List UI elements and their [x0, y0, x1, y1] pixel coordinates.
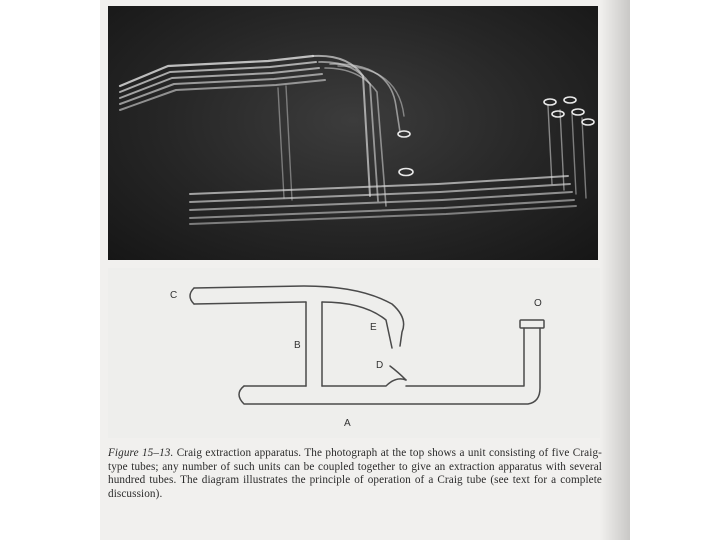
- label-o: O: [534, 298, 542, 309]
- label-e: E: [370, 322, 377, 333]
- label-c: C: [170, 290, 178, 301]
- craig-tube-diagram: [108, 268, 600, 438]
- figure-label: Figure 15–13.: [108, 447, 174, 459]
- glass-tubes-illustration: [108, 6, 598, 260]
- label-d: D: [376, 360, 384, 371]
- label-a: A: [344, 418, 351, 429]
- page-edge-shadow: [600, 0, 630, 540]
- craig-tube-outline: [108, 268, 600, 438]
- caption-text: Craig extraction apparatus. The photograph at the top shows a unit consisting of five Craig-type tubes; any number of such units can be coupled together to give an extraction apparatus with several hundred tubes. The diagram illustrates the principle of operation of a Craig tube (see text for a complete discussion).: [108, 447, 602, 500]
- figure-caption: [108, 447, 602, 501]
- apparatus-photograph: [108, 6, 598, 260]
- label-b: B: [294, 340, 301, 351]
